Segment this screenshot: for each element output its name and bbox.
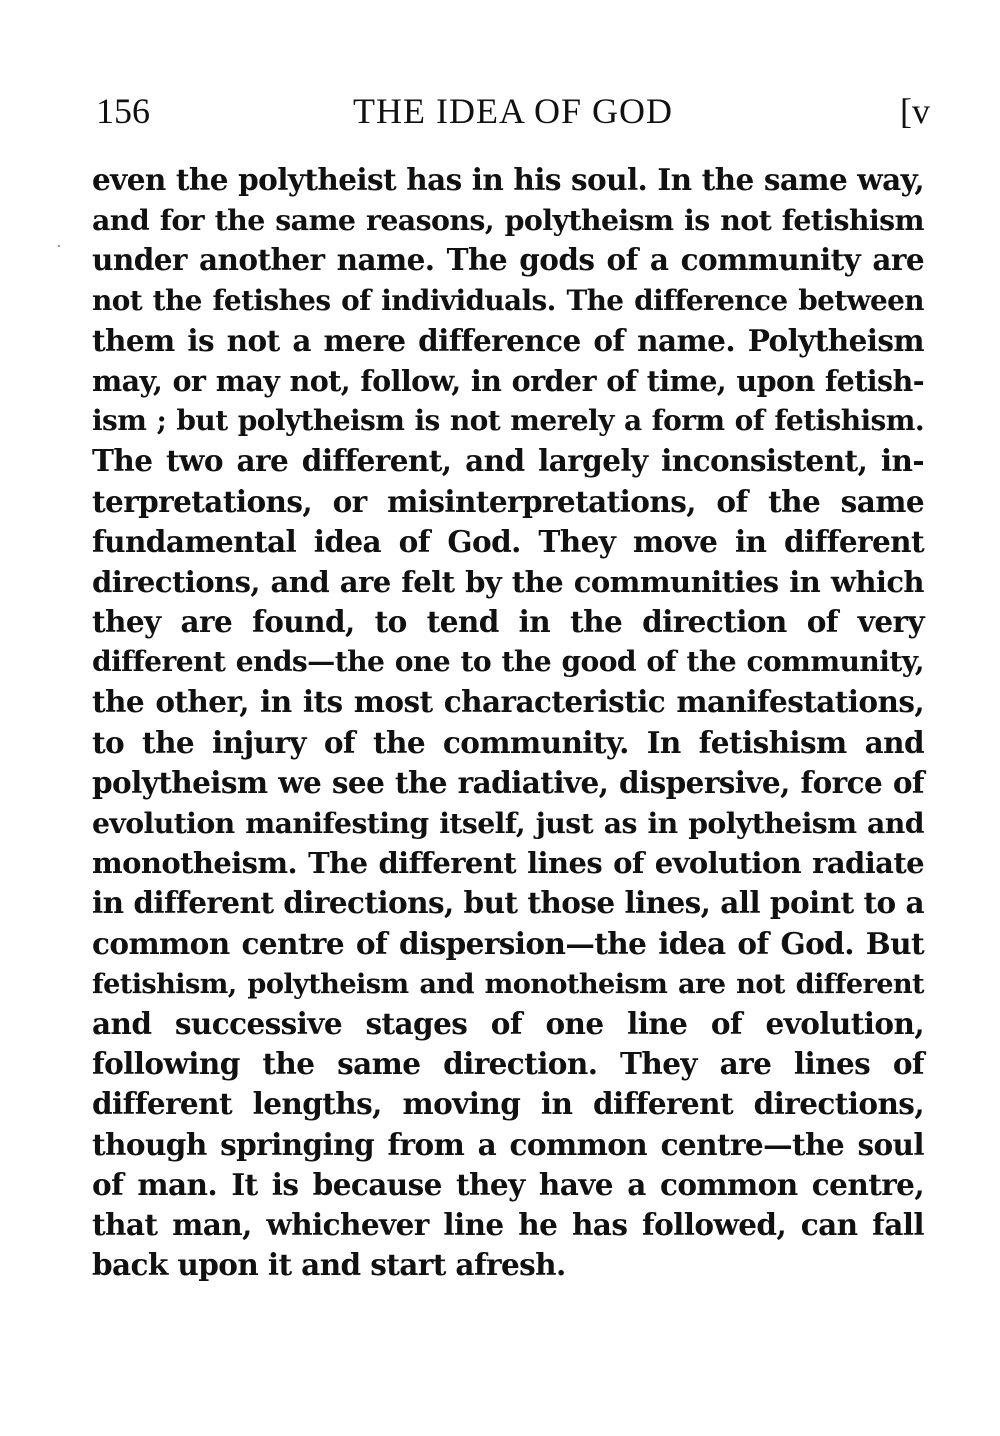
text-line: and successive stages of one line of evolution, (92, 1005, 924, 1041)
text-line: fundamental idea of God. They move in different (92, 523, 924, 559)
text-line: even the polytheist has in his soul. In the same way, (92, 162, 924, 197)
text-line: that man, whichever line he has followed, can fall (92, 1206, 924, 1242)
text-line: the other, in its most characteristic manifestations, (92, 684, 924, 720)
text-line: in different directions, but those lines, all point to a (92, 885, 924, 921)
text-line: different lengths, moving in different directions, (92, 1086, 924, 1122)
print-speck (58, 245, 60, 247)
text-line: polytheism we see the radiative, dispersive, force of (92, 764, 924, 800)
body-text (92, 160, 924, 1285)
text-line: common centre of dispersion—the idea of God. But (92, 925, 924, 961)
page-number: 156 (96, 91, 150, 131)
text-line: different ends—the one to the good of the community, (92, 645, 924, 679)
text-line: following the same direction. They are lines of (92, 1046, 924, 1082)
running-title: THE IDEA OF GOD (353, 91, 673, 131)
text-line: back upon it and start afresh. (92, 1247, 566, 1283)
text-line: to the injury of the community. In fetishism and (92, 724, 924, 760)
text-line: fetishism, polytheism and monotheism are not different (92, 967, 924, 1000)
text-line: directions, and are felt by the communities in which (92, 564, 924, 599)
text-line: though springing from a common centre—the soul (92, 1126, 924, 1162)
text-line: evolution manifesting itself, just as in polytheism and (92, 806, 924, 840)
text-line: of man. It is because they have a common centre, (92, 1166, 924, 1202)
text-line: ism ; but polytheism is not merely a form of fetishism. (92, 404, 924, 438)
text-line: terpretations, or misinterpretations, of the same (92, 483, 924, 519)
text-line: monotheism. The different lines of evolution radiate (92, 846, 924, 881)
page-header (96, 86, 930, 136)
text-line: not the fetishes of individuals. The difference between (92, 283, 924, 317)
text-line: may, or may not, follow, in order of time, upon fetish- (92, 363, 924, 398)
text-line: under another name. The gods of a community are (92, 242, 924, 278)
text-line: them is not a mere difference of name. Polytheism (92, 322, 924, 358)
text-line: The two are different, and largely inconsistent, in- (92, 443, 924, 479)
text-line: and for the same reasons, polytheism is not fetishism (92, 203, 924, 238)
text-line: they are found, to tend in the direction of very (92, 604, 924, 640)
section-mark: [v (900, 91, 930, 131)
